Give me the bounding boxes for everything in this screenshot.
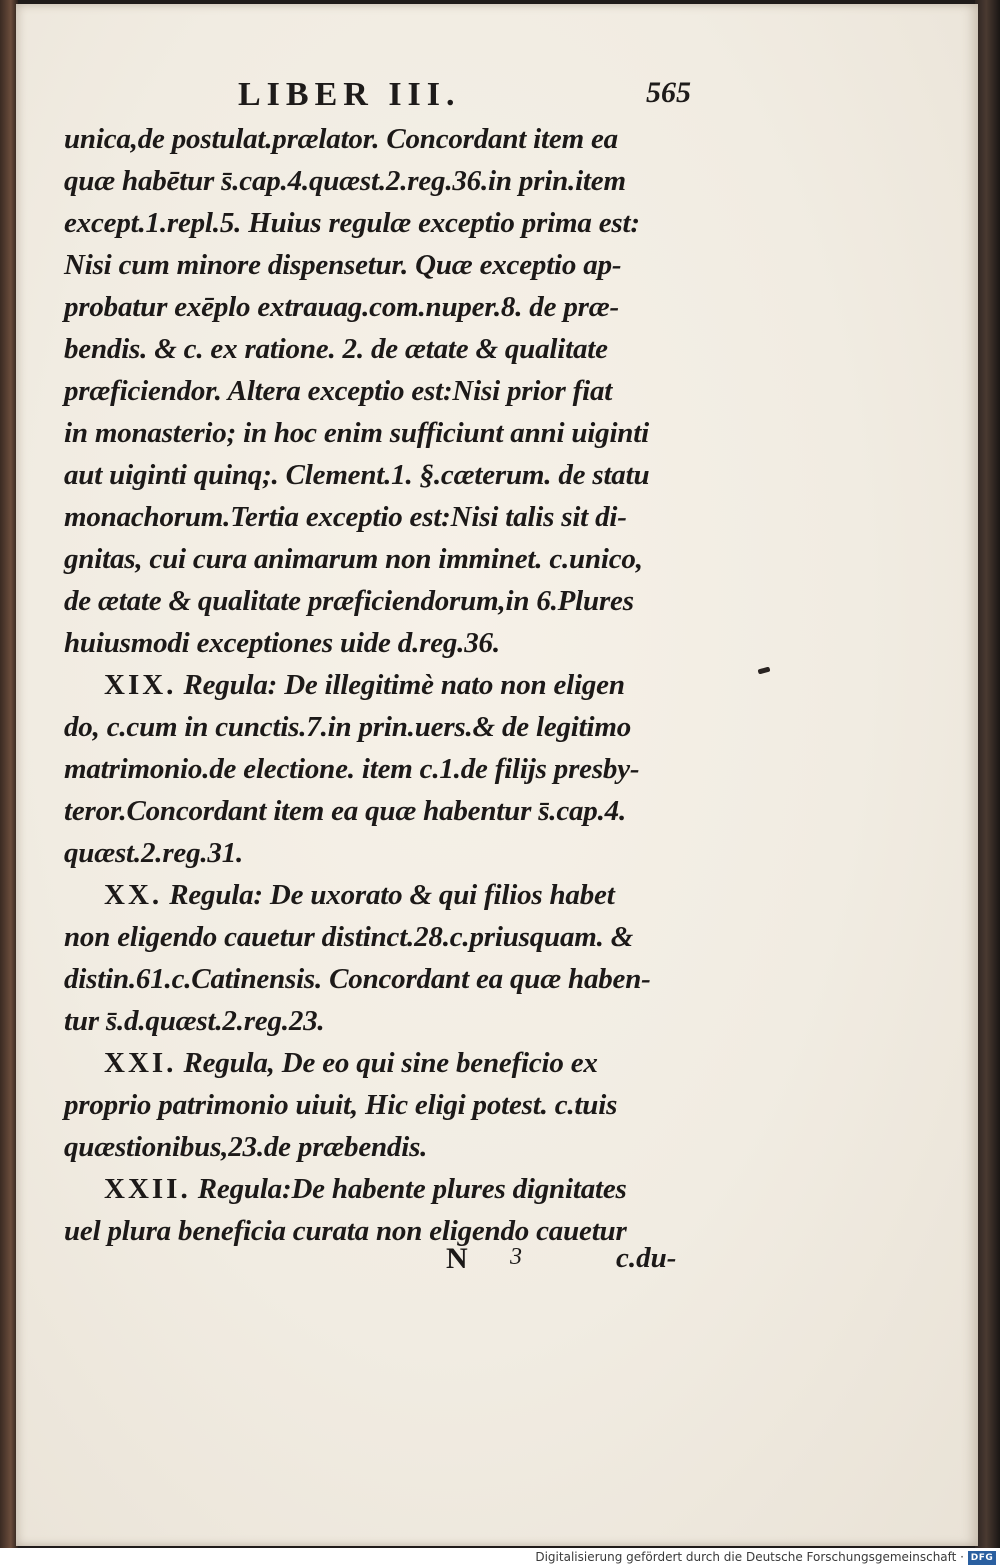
text-line: proprio patrimonio uiuit, Hic eligi potest. c.tuis <box>64 1089 618 1121</box>
rule-heading-line <box>64 664 704 706</box>
text-line: præficiendor. Altera exceptio est:Nisi prior fiat <box>64 375 613 407</box>
text-line: unica,de postulat.prælator. Concordant item ea <box>64 123 618 155</box>
signature-mark: N <box>446 1242 468 1275</box>
text-line: quæ habētur s̄.cap.4.quæst.2.reg.36.in prin.item <box>64 165 626 197</box>
signature-number: 3 <box>510 1244 522 1270</box>
ink-mark <box>758 667 771 675</box>
text-line: Nisi cum minore dispensetur. Quæ exceptio ap- <box>64 249 622 281</box>
dfg-logo-icon: DFG <box>968 1551 996 1565</box>
rule-heading-line <box>64 874 704 916</box>
rule-numeral: XX. <box>104 879 163 911</box>
rule-text: Regula: De uxorato & qui filios habet <box>169 879 615 911</box>
text-line: monachorum.Tertia exceptio est:Nisi talis sit di- <box>64 501 627 533</box>
text-line: huiusmodi exceptiones uide d.reg.36. <box>64 627 500 659</box>
footer-credit: Digitalisierung gefördert durch die Deutsche Forschungsgemeinschaft · <box>535 1550 964 1564</box>
signature-line <box>16 1242 978 1282</box>
running-head-title: LIBER III. <box>238 76 461 113</box>
text-line: aut uiginti quinq;. Clement.1. §.cæterum. de statu <box>64 459 650 491</box>
text-line: do, c.cum in cunctis.7.in prin.uers.& de legitimo <box>64 711 632 743</box>
digitization-footer <box>0 1548 1000 1568</box>
scan-right-edge <box>975 0 1000 1548</box>
text-line: in monasterio; in hoc enim sufficiunt anni uiginti <box>64 417 649 449</box>
rule-heading-line <box>64 1042 704 1084</box>
text-line: matrimonio.de electione. item c.1.de filijs presby- <box>64 753 640 785</box>
page-number: 565 <box>646 76 691 109</box>
text-line: de ætate & qualitate præficiendorum,in 6.Plures <box>64 585 634 617</box>
rule-text: Regula:De habente plures dignitates <box>197 1173 627 1205</box>
text-line: bendis. & c. ex ratione. 2. de ætate & qualitate <box>64 333 608 365</box>
running-head <box>16 76 978 120</box>
book-page <box>16 4 978 1546</box>
text-line: except.1.repl.5. Huius regulæ exceptio prima est: <box>64 207 640 239</box>
text-line: distin.61.c.Catinensis. Concordant ea quæ haben- <box>64 963 651 995</box>
text-line: quæst.2.reg.31. <box>64 837 244 869</box>
text-line: teror.Concordant item ea quæ habentur s̄.cap.4. <box>64 795 627 827</box>
rule-numeral: XXII. <box>104 1173 191 1205</box>
main-text <box>64 118 704 1252</box>
rule-heading-line <box>64 1168 704 1210</box>
text-line: gnitas, cui cura animarum non imminet. c.unico, <box>64 543 643 575</box>
text-line: uel plura beneficia curata non eligendo cauetur <box>64 1215 627 1247</box>
rule-numeral: XIX. <box>104 669 177 701</box>
rule-text: Regula: De illegitimè nato non eligen <box>183 669 625 701</box>
text-line: non eligendo cauetur distinct.28.c.priusquam. & <box>64 921 634 953</box>
text-line: tur s̄.d.quæst.2.reg.23. <box>64 1005 325 1037</box>
text-line: probatur exēplo extrauag.com.nuper.8. de præ- <box>64 291 619 323</box>
rule-numeral: XXI. <box>104 1047 177 1079</box>
catchword: c.du- <box>616 1242 677 1274</box>
text-line: quæstionibus,23.de præbendis. <box>64 1131 428 1163</box>
rule-text: Regula, De eo qui sine beneficio ex <box>183 1047 598 1079</box>
